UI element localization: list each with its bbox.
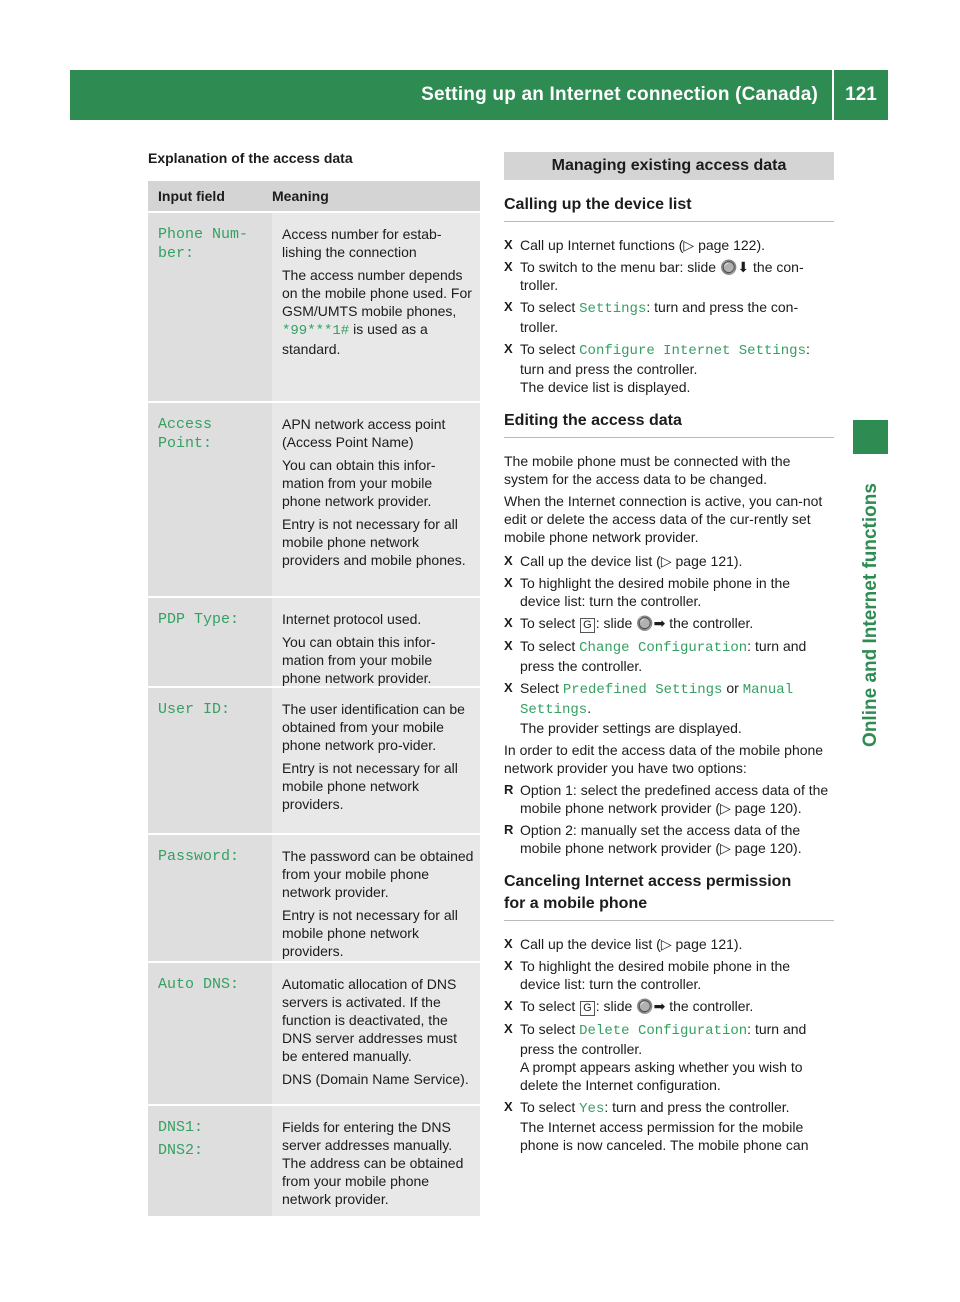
field-name: User ID: [148,688,272,833]
list-item: X Call up the device list (▷ page 121). [504,936,743,952]
list-item: X To select Configure Internet Settings: turn and press the controller. The device list is displayed. [504,341,810,395]
list-item: R Option 2: manually set the access data of the mobile phone network provider (▷ page 120). [504,822,802,856]
col-header-input-field: Input field [158,188,225,204]
chapter-tab [853,470,888,760]
field-name: Auto DNS: [148,963,272,1104]
editing-paragraph: The mobile phone must be connected with the system for the access data to be changed. [504,453,791,487]
list-item: X Select Predefined Settings or Manual Settings. The provider settings are displayed. [504,680,794,736]
list-item: X To select G : slide 🔘➡ the controller. [504,998,754,1014]
list-item: X To highlight the desired mobile phone in the device list: turn the controller. [504,575,791,609]
right-column [504,152,834,1158]
list-item: X To highlight the desired mobile phone in the device list: turn the controller. [504,958,791,992]
list-item: X To switch to the menu bar: slide 🔘⬇ the con-troller. [504,259,804,293]
table-row [148,211,480,401]
field-meaning: Fields for entering the DNS server addresses manually. The address can be obtained from your mobile phone network provider. [282,1119,464,1207]
table-row [148,1104,480,1216]
field-meaning: The user identification can be obtained from your mobile phone network pro-vider. Entry is not necessary for all mobile phone network providers. [282,701,465,812]
device-list-steps [504,236,834,396]
field-name: Password: [148,835,272,961]
header-title: Setting up an Internet connection (Canada) [421,84,818,105]
field-name: PDP Type: [148,598,272,686]
heading-device-list: Calling up the device list [504,194,834,222]
table-row [148,686,480,833]
table-row [148,961,480,1104]
table-header [148,181,480,211]
field-name: DNS1: DNS2: [148,1106,272,1216]
page-header [70,70,888,120]
field-meaning: APN network access point (Access Point Name) You can obtain this infor-mation from your mobile phone network provider. Entry is not necessary for all mobile phone network providers and mobile phones. [282,416,466,568]
col-header-meaning: Meaning [272,188,329,204]
field-meaning: Automatic allocation of DNS servers is activated. If the function is deactivated, the DNS server addresses must be entered manually. DNS (Domain Name Service). [282,976,469,1087]
section-title: Managing existing access data [504,152,834,180]
cancel-steps [504,935,834,1154]
heading-editing: Editing the access data [504,410,834,438]
table-row [148,401,480,596]
list-item: X To select Change Configuration: turn and press the controller. [504,638,807,674]
chapter-tab-label: Online and Internet functions [859,483,881,747]
editing-paragraph: In order to edit the access data of the mobile phone network provider you have two options: [504,742,824,776]
table-title: Explanation of the access data [148,150,353,166]
editing-steps [504,552,834,737]
list-item: X Call up Internet functions (▷ page 122). [504,237,766,253]
editing-paragraph: When the Internet connection is active, you can-not edit or delete the access data of the cur-rently set mobile phone network provider. [504,493,823,545]
table-row [148,596,480,686]
field-name: Access Point: [148,403,272,596]
options-list [504,781,834,857]
field-name: Phone Num‐ ber: [148,213,272,401]
list-item: X To select Yes: turn and press the controller. The Internet access permission for the mobile phone is now canceled. The mobile phone can [504,1099,809,1153]
chapter-tab-marker [853,420,888,454]
menu-key-icon: G [580,618,595,633]
list-item: X Call up the device list (▷ page 121). [504,553,743,569]
field-meaning: The password can be obtained from your mobile phone network provider. Entry is not necessary for all mobile phone network providers. [282,848,474,959]
heading-canceling: Canceling Internet access permission for a mobile phone [504,871,834,921]
list-item: X To select Delete Configuration: turn and press the controller. A prompt appears asking whether you wish to delete the Internet configuration. [504,1021,807,1093]
list-item: R Option 1: select the predefined access data of the mobile phone network provider (▷ page 120). [504,782,829,816]
table-row [148,833,480,961]
field-meaning: Internet protocol used. You can obtain this infor-mation from your mobile phone network provider. [282,611,436,686]
access-data-table [148,181,480,1216]
list-item: X To select G : slide 🔘➡ the controller. [504,615,754,631]
field-meaning: Access number for estab-lishing the connection The access number depends on the mobile phone used. For GSM/UMTS mobile phones, *99***1# is used as a standard. [282,226,472,357]
page-number: 121 [845,84,877,105]
list-item: X To select Settings: turn and press the con-troller. [504,299,799,335]
menu-key-icon: G [580,1001,595,1016]
